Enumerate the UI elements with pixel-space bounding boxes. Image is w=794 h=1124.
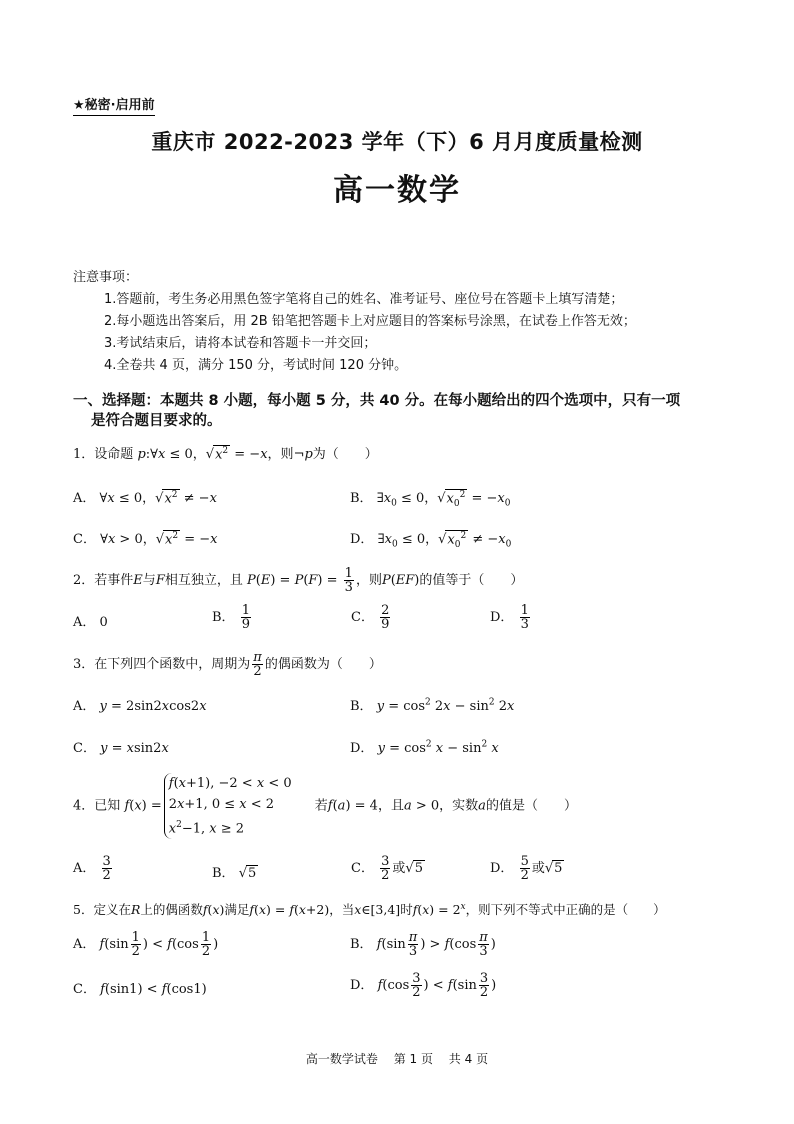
stem-text: 为（ ） <box>312 447 378 462</box>
option-label: D． <box>350 532 374 547</box>
q4-option-a[interactable]: A． $\frac{3}{2}$ <box>73 854 111 883</box>
option-label: D． <box>350 978 374 993</box>
option-label: C． <box>351 610 374 625</box>
stem-text: ，则 <box>355 573 382 588</box>
stem-text: 设命题 <box>94 447 134 462</box>
option-label: A． <box>73 491 96 506</box>
stem-text: 相互独立，且 <box>164 573 243 588</box>
option-label: A． <box>73 937 96 952</box>
numerator: 1 <box>520 603 529 618</box>
q4-option-c[interactable]: C． $\frac{3}{2}$ 或√5 <box>351 854 423 883</box>
stem-text: ，则下列不等式中正确的是（ ） <box>465 902 666 917</box>
note-item: 1.答题前，考生务必用黑色签字笔将自己的姓名、准考证号、座位号在答题卡上填写清楚； <box>104 292 624 307</box>
q5-option-a[interactable]: A． f(sin $\frac{1}{2}$ ) < f(cos $\frac{1}{2}$ ) <box>73 930 219 959</box>
stem-text: ，当 <box>329 902 355 917</box>
stem-text: ，实数 <box>439 798 479 814</box>
section-heading <box>73 391 733 431</box>
stem-text: 定义在 <box>93 902 131 917</box>
option-label: B． <box>350 491 373 506</box>
q1-option-a[interactable]: A． ∀x ≤ 0，$√x^2 \ne -x$ <box>73 489 217 506</box>
stem-text: 的值等于（ ） <box>419 573 524 588</box>
q5-option-b[interactable]: B． f(sin $\frac{\pi}{3}$ ) > f(cos $\frac{\pi}{3}$ ) <box>350 930 496 959</box>
stem-text: 与 <box>142 573 156 588</box>
q3-option-d[interactable]: D． $y = \cos^2 x - \sin^2 x$ <box>350 739 499 756</box>
question-5: 5．定义在R上的偶函数f(x)满足f(x) = f(x+2)，当x∈[3,4]时$f(x) = 2^x$，则下列不等式中正确的是（ ） <box>73 901 666 917</box>
q2-option-d[interactable] <box>490 604 532 631</box>
stem-text: 的值是（ ） <box>485 798 577 814</box>
q3-option-c[interactable]: C． y = xsin2x <box>73 741 169 756</box>
stem-text: 时 <box>400 902 413 917</box>
q1-option-b[interactable]: B． $\exists x_0 \le 0$，$√x_0^2 = -x_0$ <box>350 489 511 509</box>
option-label: C． <box>73 741 96 756</box>
option-label: A． <box>73 699 96 714</box>
option-label: D． <box>490 861 514 876</box>
q1-option-c[interactable]: C． ∀x > 0，$√x^2 = -x$ <box>73 530 218 547</box>
q5-option-d[interactable]: D． f(cos $\frac{3}{2}$ ) < f(sin $\frac{3}{2}$ ) <box>350 971 497 1000</box>
stem-text: 已知 <box>94 798 121 814</box>
option-label: C． <box>351 861 374 876</box>
option-label: D． <box>490 610 514 625</box>
question-1: 1．设命题 p:∀x ≤ 0，$√x^2 = -x$，则¬p为（ ） <box>73 445 378 462</box>
option-label: A． <box>73 861 96 876</box>
option-label: B． <box>350 699 373 714</box>
question-4: 4．已知 f(x) =f(x+1), −2 < x < 0 2x+1, 0 ≤ x < 2 $x^2-1$, x ≥ 2 若f(a) = 4，且a > 0，实数a的值是（ ） <box>73 773 577 839</box>
option-label: C． <box>73 532 96 547</box>
q5-option-c[interactable]: C． f(sin1) < f(cos1) <box>73 982 207 997</box>
numerator: 2 <box>381 603 390 618</box>
section-heading-line1: 一、选择题：本题共 8 小题，每小题 5 分，共 40 分。在每小题给出的四个选项中，只有一项 <box>73 393 681 409</box>
stem-text: 若事件 <box>94 573 134 588</box>
note-item: 2.每小题选出答案后，用 2B 铅笔把答题卡上对应题目的答案标号涂黑，在试卷上作答无效； <box>104 314 636 329</box>
denominator: 9 <box>241 617 250 632</box>
question-number: 2． <box>73 573 95 588</box>
or-text: 或 <box>392 861 406 876</box>
section-heading-line2: 是符合题目要求的。 <box>91 413 222 429</box>
q4-option-d[interactable]: D． $\frac{5}{2}$ 或√5 <box>490 854 563 883</box>
denominator: 3 <box>520 617 529 632</box>
stem-text: ，且 <box>377 798 404 814</box>
piecewise-function: f(x+1), −2 < x < 0 2x+1, 0 ≤ x < 2 $x^2-1$, x ≥ 2 <box>164 773 292 839</box>
note-item: 3.考试结束后，请将本试卷和答题卡一并交回； <box>104 336 377 351</box>
q1-option-d[interactable]: D． $\exists x_0 \le 0$，$√x_0^2 \ne -x_0$ <box>350 530 512 550</box>
subject-title: 高一数学 <box>333 173 461 208</box>
exam-title: 重庆市 2022-2023 学年（下）6 月月度质量检测 <box>151 130 643 154</box>
confidential-label: ★秘密·启用前 <box>73 98 155 116</box>
stem-text: 若 <box>314 798 328 814</box>
question-2: 2．若事件E与F相互独立，且 P(E) = P(F) = $\frac{1}{3}$ ，则P(EF)的值等于（ ） <box>73 566 524 595</box>
option-label: A． <box>73 615 96 630</box>
option-label: C． <box>73 982 96 997</box>
question-number: 1． <box>73 447 95 462</box>
option-label: B． <box>212 610 235 625</box>
note-item: 4.全卷共 4 页，满分 150 分，考试时间 120 分钟。 <box>104 358 408 373</box>
q3-option-a[interactable]: A． y = 2sin2xcos2x <box>73 699 207 714</box>
q3-option-b[interactable]: B． $y = \cos^2 2x - \sin^2 2x$ <box>350 697 515 714</box>
stem-text: 上的偶函数 <box>140 902 203 917</box>
option-value: 0 <box>99 615 108 630</box>
question-3: 3．在下列四个函数中，周期为 $\frac{\pi}{2}$ 的偶函数为（ ） <box>73 650 382 679</box>
option-label: B． <box>350 937 373 952</box>
stem-text: 满足 <box>224 902 250 917</box>
stem-text: 在下列四个函数中，周期为 <box>94 657 251 672</box>
question-number: 3． <box>73 657 95 672</box>
question-number: 4． <box>73 798 95 814</box>
option-label: B． <box>212 866 235 881</box>
numerator: 1 <box>241 603 250 618</box>
denominator: 9 <box>381 617 390 632</box>
stem-text: 的偶函数为（ ） <box>264 657 382 672</box>
question-number: 5． <box>73 902 94 917</box>
option-label: D． <box>350 741 374 756</box>
page-footer: 高一数学试卷 第 1 页 共 4 页 <box>305 1052 489 1066</box>
or-text: 或 <box>531 861 545 876</box>
q2-option-a[interactable] <box>73 611 108 630</box>
stem-text: ，则 <box>267 447 294 462</box>
q2-option-c[interactable] <box>351 604 392 631</box>
q2-option-b[interactable] <box>212 604 253 631</box>
q4-option-b[interactable]: B． √5 <box>212 866 257 881</box>
notes-heading: 注意事项： <box>73 270 139 285</box>
